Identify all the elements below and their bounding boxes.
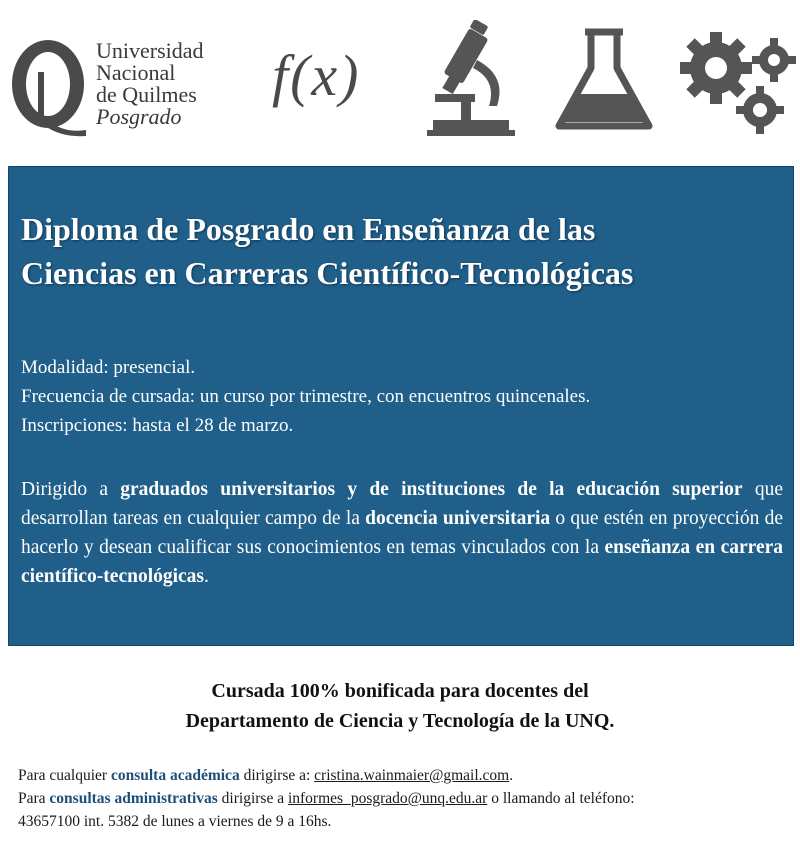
contact-admin-post: o llamando al teléfono: bbox=[487, 790, 635, 807]
unq-logo bbox=[8, 38, 238, 138]
logo-line-1: Universidad bbox=[96, 38, 204, 63]
contact-academic-line bbox=[18, 764, 793, 787]
header-icons-row bbox=[0, 0, 800, 150]
contact-academic-highlight: consulta académica bbox=[110, 767, 240, 784]
desc-bold-1: graduados universitarios y de instituciones de la educación superior bbox=[120, 479, 743, 500]
contact-info bbox=[18, 764, 793, 833]
unq-logo-text bbox=[96, 40, 204, 128]
flask-icon bbox=[553, 28, 655, 134]
contact-academic-pre: Para cualquier bbox=[18, 767, 111, 784]
desc-bold-3: enseñanza en carrera científico-tecnológicas bbox=[21, 537, 784, 587]
contact-admin-highlight: consultas administrativas bbox=[49, 790, 218, 807]
logo-line-2: Nacional bbox=[96, 60, 176, 85]
desc-text-4: . bbox=[204, 566, 209, 587]
contact-admin-line bbox=[18, 787, 793, 810]
logo-line-4: Posgrado bbox=[96, 104, 182, 129]
contact-admin-mid: dirigirse a bbox=[217, 790, 288, 807]
modalidad-text: Modalidad: presencial. bbox=[21, 357, 196, 378]
desc-text-1: Dirigido a bbox=[21, 479, 121, 500]
contact-admin-pre: Para bbox=[18, 790, 50, 807]
program-facts bbox=[21, 353, 781, 440]
contact-academic-post: . bbox=[509, 767, 514, 784]
program-title bbox=[21, 207, 781, 295]
inscripciones-text: Inscripciones: hasta el 28 de marzo. bbox=[21, 415, 294, 436]
contact-phone-line: 43657100 int. 5382 de lunes a viernes de 9 a 16hs. bbox=[18, 813, 332, 830]
function-icon: f(x) bbox=[272, 43, 361, 108]
contact-academic-mid: dirigirse a: bbox=[239, 767, 315, 784]
target-audience-description bbox=[21, 475, 783, 591]
program-info-panel bbox=[8, 166, 794, 646]
program-title-line-1: Diploma de Posgrado en Enseñanza de las bbox=[21, 211, 596, 247]
scholarship-note bbox=[0, 676, 800, 736]
scholarship-line-1: Cursada 100% bonificada para docentes del bbox=[211, 680, 589, 702]
admin-email-link[interactable]: informes_posgrado@unq.edu.ar bbox=[287, 790, 488, 807]
program-title-line-2: Ciencias en Carreras Científico-Tecnológicas bbox=[21, 255, 634, 291]
desc-bold-2: docencia universitaria bbox=[365, 508, 551, 529]
gears-icon bbox=[678, 26, 796, 136]
microscope-icon bbox=[425, 20, 517, 138]
frecuencia-text: Frecuencia de cursada: un curso por trimestre, con encuentros quincenales. bbox=[21, 386, 591, 407]
scholarship-line-2: Departamento de Ciencia y Tecnología de la UNQ. bbox=[185, 710, 615, 732]
unq-logo-icon bbox=[8, 38, 90, 138]
desc-text-2: que desarrollan tareas en cualquier campo de la bbox=[21, 479, 783, 529]
desc-text-3: o que estén en proyección de hacerlo y desean cualificar sus conocimientos en temas vinculados con la bbox=[21, 508, 783, 558]
academic-email-link[interactable]: cristina.wainmaier@gmail.com bbox=[314, 767, 510, 784]
logo-line-3: de Quilmes bbox=[96, 82, 197, 107]
